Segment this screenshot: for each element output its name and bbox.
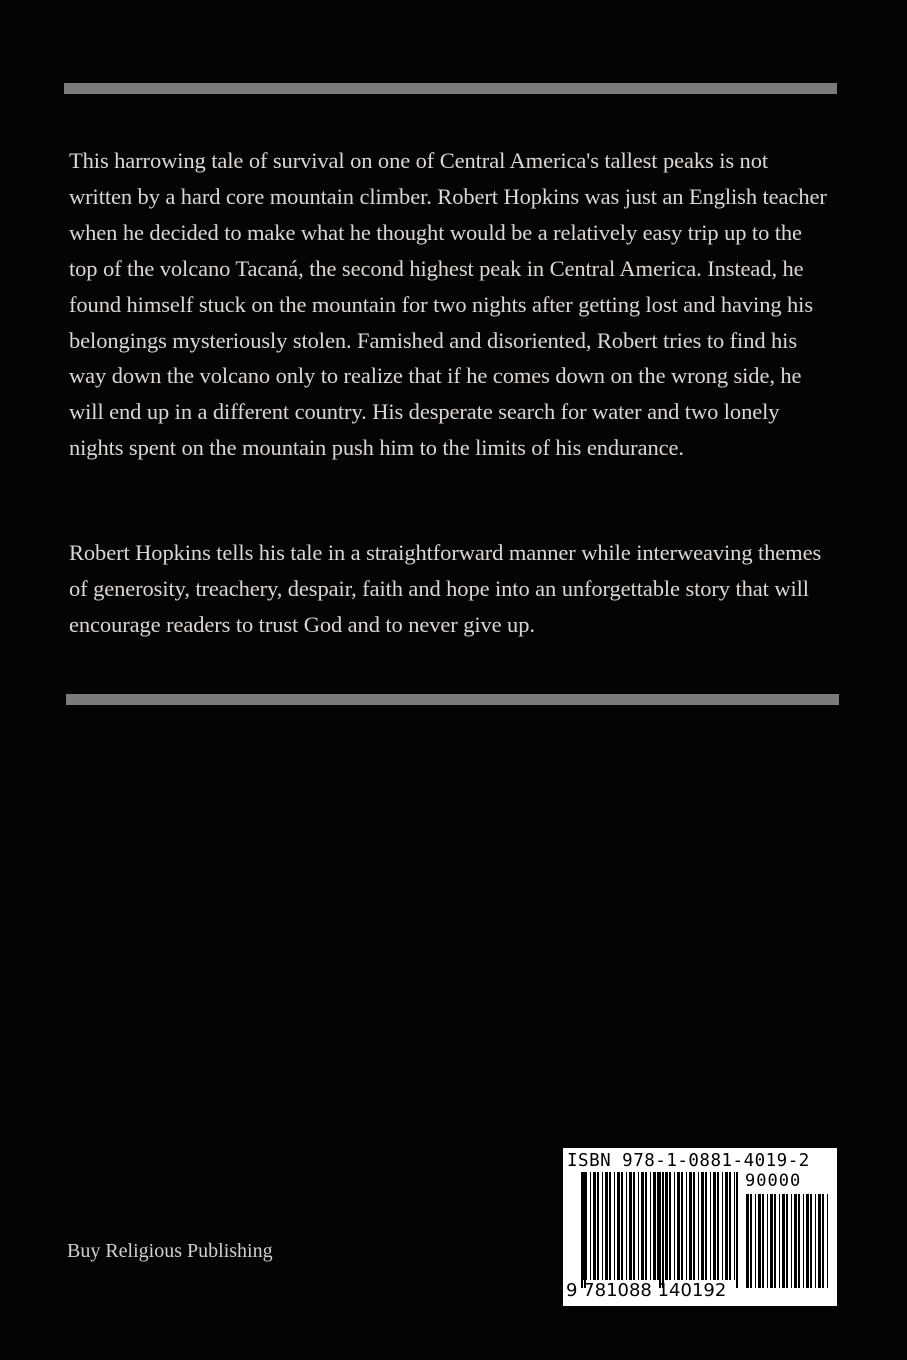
description-paragraph-1: This harrowing tale of survival on one of Central America's tallest peaks is not written by a hard core mountain climber. Robert Hopkins was just an English teacher when he decided to make what he thought would be a relatively easy trip up to the top of the volcano Tacaná, the second highest peak in Central America. Instead, he found himself stuck on the mountain for two nights after getting lost and having his belongings mysteriously stolen. Famished and disoriented, Robert tries to find his way down the volcano only to realize that if he comes down on the wrong side, he will end up in a different country. His desperate search for water and two lonely nights spent on the mountain push him to the limits of his endurance. <box>69 148 827 461</box>
barcode-bar <box>722 1172 723 1280</box>
barcode-bar <box>827 1194 828 1288</box>
barcode-guard-bar <box>584 1172 586 1288</box>
barcode-bar <box>645 1172 647 1280</box>
barcode-bar <box>717 1172 719 1280</box>
barcode-bar <box>626 1172 627 1280</box>
barcode-bar <box>657 1172 659 1280</box>
ean-digits: 9 781088 140192 <box>566 1280 727 1301</box>
barcode-bar <box>698 1172 699 1280</box>
barcode-bar <box>782 1194 785 1288</box>
bottom-divider-rule <box>66 694 839 705</box>
barcode-bar <box>689 1172 692 1280</box>
barcode-bar <box>710 1172 711 1280</box>
barcode-guard-bar <box>581 1172 583 1288</box>
barcode-bar <box>767 1194 768 1288</box>
barcode-bar <box>762 1194 764 1288</box>
barcode-bar <box>701 1172 704 1280</box>
barcode-bar <box>597 1172 599 1280</box>
barcode-guard-bar <box>736 1172 738 1288</box>
barcode-bar <box>815 1194 816 1288</box>
barcode-bar <box>725 1172 728 1280</box>
barcode-bar <box>665 1172 668 1280</box>
barcode-bar <box>681 1172 683 1280</box>
barcode-bar <box>794 1194 797 1288</box>
barcode-bar <box>617 1172 620 1280</box>
barcode-bar <box>810 1194 812 1288</box>
barcode-bar <box>629 1172 632 1280</box>
barcode-bar <box>605 1172 608 1280</box>
barcode-bar <box>641 1172 644 1280</box>
barcode-bar <box>713 1172 716 1280</box>
barcode-bar <box>803 1194 804 1288</box>
barcode-bar <box>614 1172 615 1280</box>
barcode-bar <box>650 1172 651 1280</box>
barcode-bar <box>693 1172 695 1280</box>
barcode-bar <box>822 1194 824 1288</box>
barcode-bar <box>593 1172 596 1280</box>
barcode-guard-bar <box>662 1172 664 1288</box>
barcode-bar <box>705 1172 707 1280</box>
barcode-bar <box>770 1194 773 1288</box>
barcode-bar <box>779 1194 780 1288</box>
barcode-bar <box>746 1194 749 1288</box>
publisher-name: Buy Religious Publishing <box>67 1240 273 1262</box>
barcode-bar <box>734 1172 735 1280</box>
barcode-bar <box>633 1172 635 1280</box>
barcode-bar <box>638 1172 639 1280</box>
barcode-bar <box>806 1194 809 1288</box>
barcode-bar <box>686 1172 687 1280</box>
barcode-bar <box>590 1172 591 1280</box>
barcode-bar <box>669 1172 671 1280</box>
barcode-bar <box>609 1172 611 1280</box>
barcode-bar <box>729 1172 731 1280</box>
barcode-bar <box>602 1172 603 1280</box>
top-divider-rule <box>64 83 837 94</box>
barcode-bar <box>653 1172 656 1280</box>
price-code: 90000 <box>745 1171 802 1191</box>
isbn-barcode-block <box>563 1148 837 1306</box>
barcode-bar <box>758 1194 761 1288</box>
barcode-bar <box>774 1194 776 1288</box>
barcode-bar <box>791 1194 792 1288</box>
description-paragraph-2: Robert Hopkins tells his tale in a straightforward manner while interweaving themes of generosity, treachery, despair, faith and hope into an unforgettable story that will encourage readers to trust God and to never give up. <box>69 540 822 637</box>
barcode-bar <box>786 1194 788 1288</box>
isbn-label: ISBN 978-1-0881-4019-2 <box>567 1151 810 1171</box>
barcode-bar <box>674 1172 675 1280</box>
barcode-bar <box>750 1194 752 1288</box>
barcode-bar <box>621 1172 623 1280</box>
barcode-bar <box>798 1194 800 1288</box>
barcode-bar <box>818 1194 821 1288</box>
barcode-guard-bar <box>659 1172 661 1288</box>
barcode-bar <box>755 1194 756 1288</box>
barcode-bar <box>677 1172 680 1280</box>
